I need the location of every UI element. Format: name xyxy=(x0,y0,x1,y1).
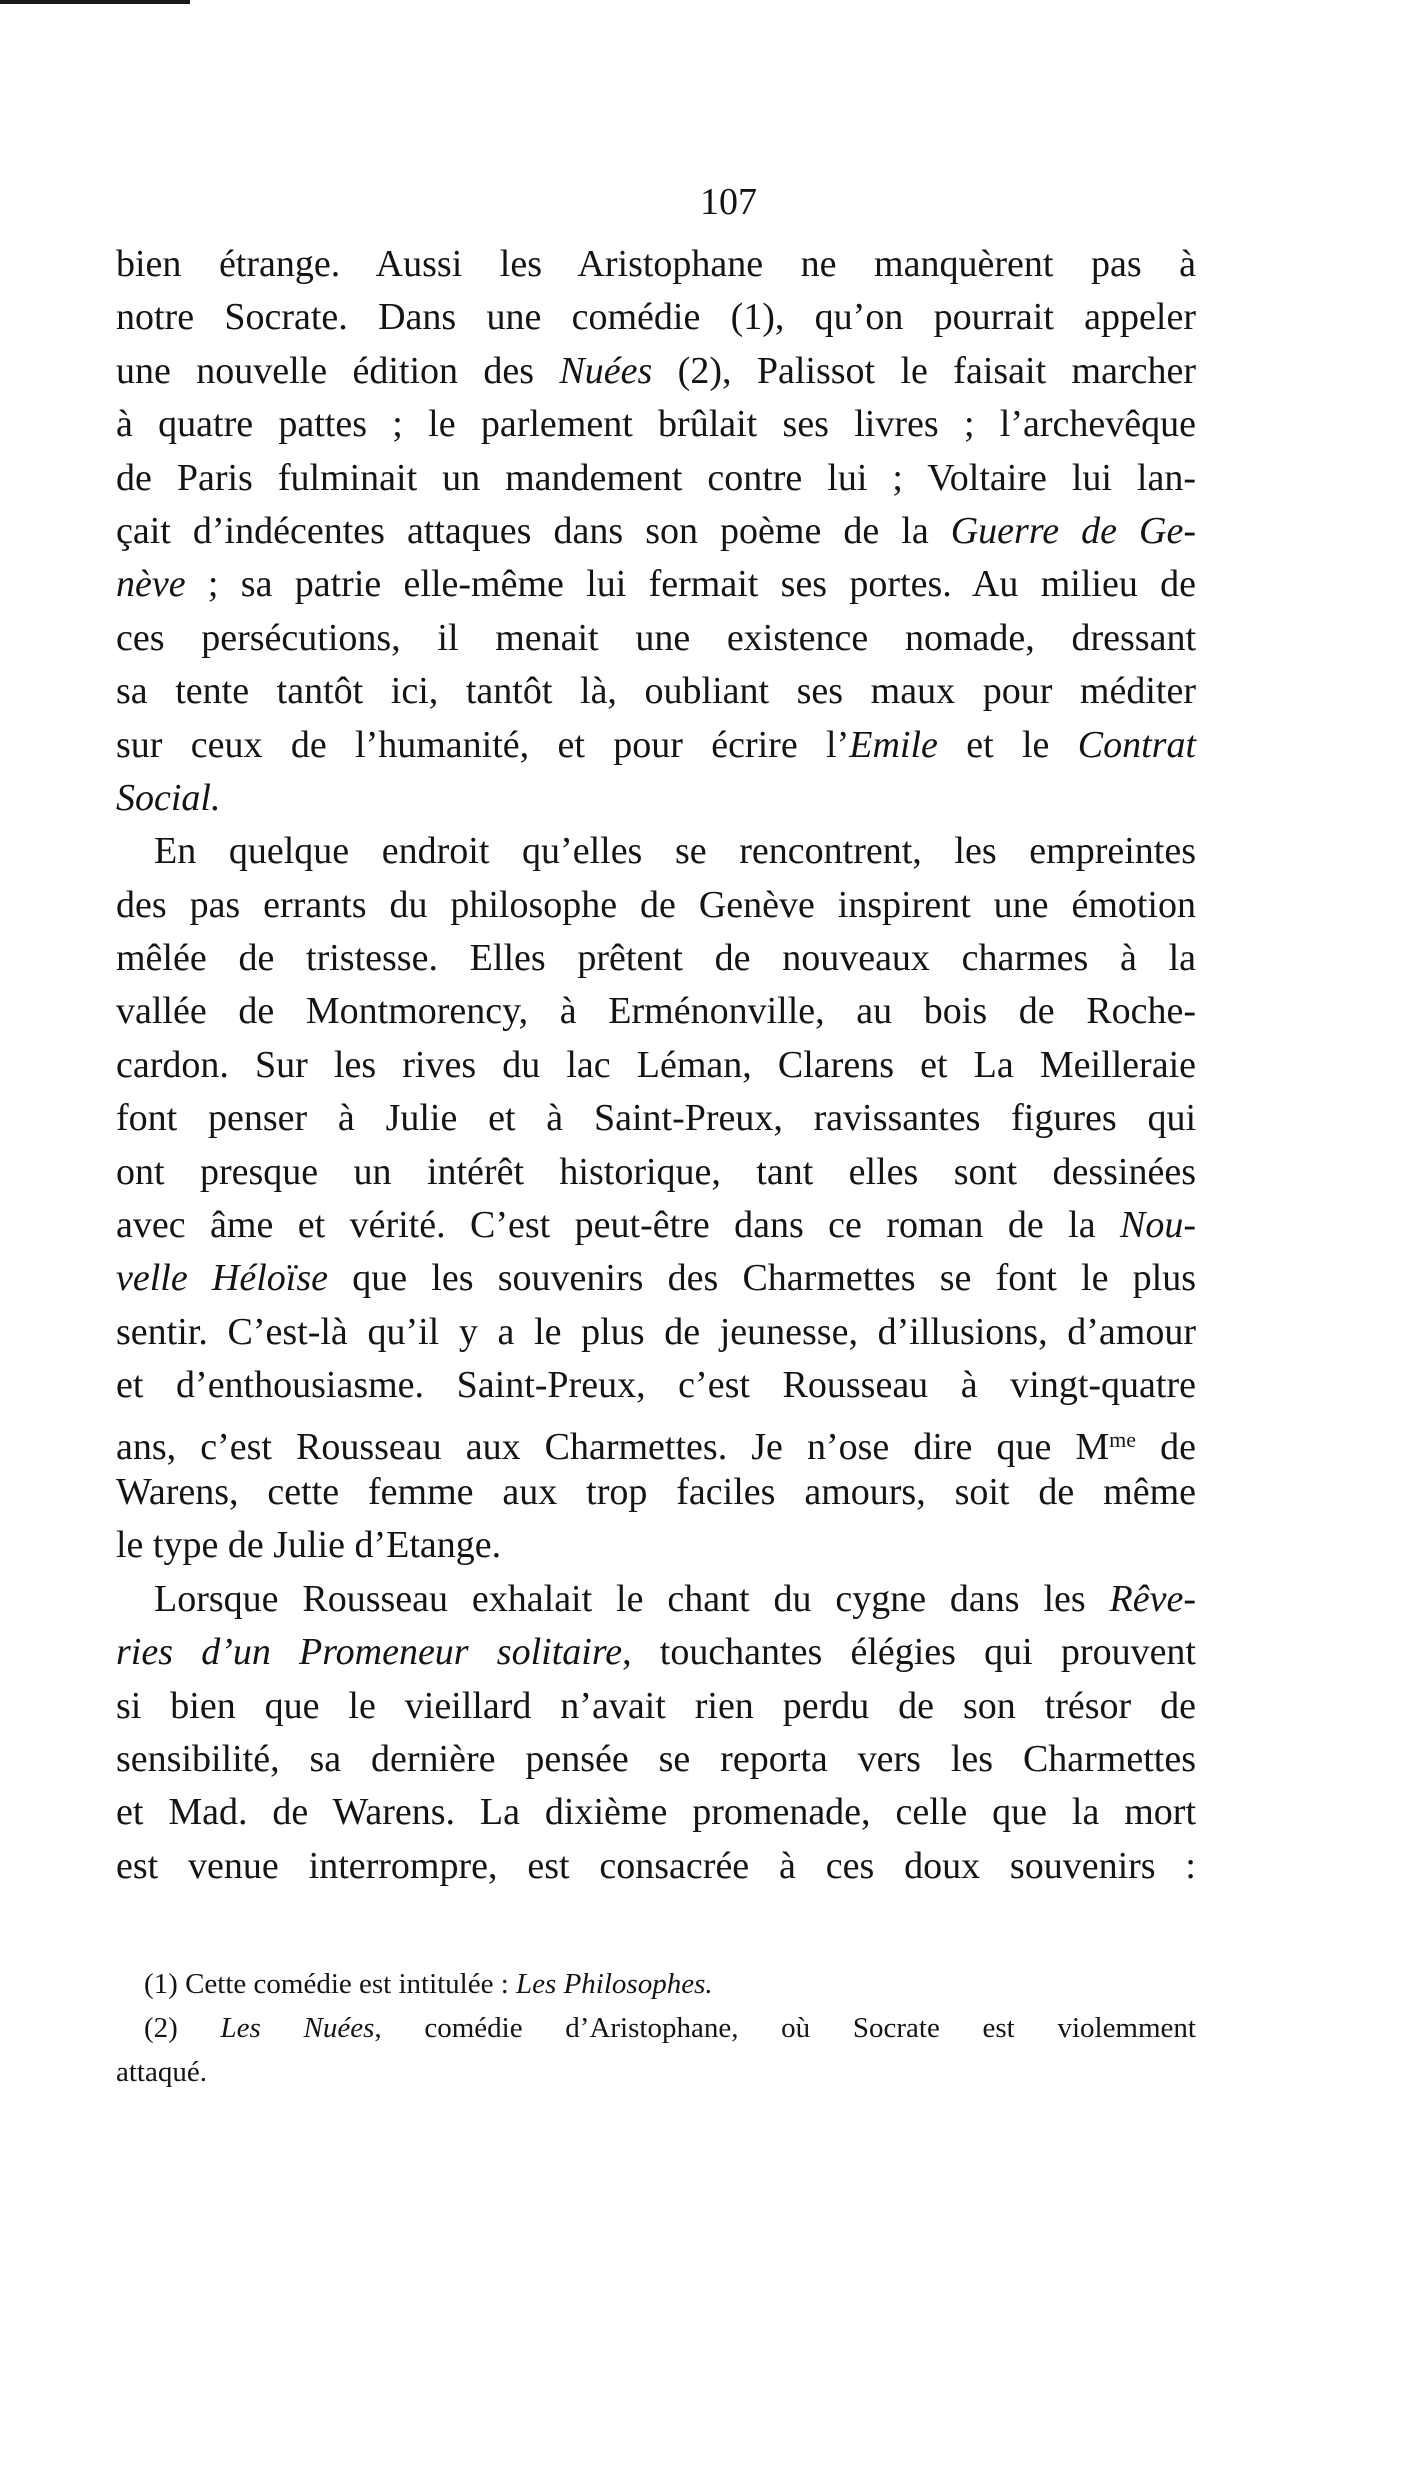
text-segment: , comédie d’Aristophane, où Socrate est violemment xyxy=(374,2012,1196,2044)
text-line xyxy=(116,558,1196,611)
italic-text: Les Nuées xyxy=(220,2012,375,2044)
text-segment: bien étrange. Aussi les Aristophane ne manquèrent pas à xyxy=(116,243,1196,285)
italic-text: Nuées xyxy=(559,349,653,392)
text-line xyxy=(116,719,1196,772)
text-segment: ont presque un intérêt historique, tant elles sont dessinées xyxy=(116,1150,1196,1193)
text-line xyxy=(116,825,1196,878)
italic-text: nève xyxy=(116,563,186,606)
text-segment: Lorsque Rousseau exhalait le chant du cygne dans les xyxy=(154,1577,1110,1620)
superscript-text: me xyxy=(1109,1426,1137,1452)
text-line xyxy=(116,1252,1196,1305)
text-segment: le type de Julie d’Etange. xyxy=(116,1524,502,1567)
text-segment: de Paris fulminait un mandement contre lui ; Voltaire lui lan- xyxy=(116,456,1196,499)
text-segment: , touchantes élégies qui prouvent xyxy=(622,1631,1196,1674)
text-segment: est venue interrompre, est consacrée à ces doux souvenirs : xyxy=(116,1844,1196,1887)
text-segment: En quelque endroit qu’elles se rencontrent, les empreintes xyxy=(154,830,1196,873)
text-segment: sensibilité, sa dernière pensée se reporta vers les Charmettes xyxy=(116,1737,1196,1780)
text-segment: à quatre pattes ; le parlement brûlait ses livres ; l’archevêque xyxy=(116,403,1196,446)
italic-text: Contrat xyxy=(1077,723,1196,766)
text-segment: et d’enthousiasme. Saint-Preux, c’est Rousseau à vingt-quatre xyxy=(116,1364,1196,1407)
text-line xyxy=(116,1146,1196,1199)
italic-text: Emile xyxy=(849,723,938,766)
text-segment: Warens, cette femme aux trop faciles amours, soit de même xyxy=(116,1470,1196,1513)
italic-text: ries d’un Promeneur solitaire xyxy=(116,1631,623,1674)
page-number: 107 xyxy=(700,181,757,223)
text-line xyxy=(116,1199,1196,1252)
text-line xyxy=(116,1466,1196,1519)
italic-text: velle Héloïse xyxy=(116,1257,329,1300)
text-segment: ; sa patrie elle-même lui fermait ses portes. Au milieu de xyxy=(185,563,1196,606)
text-segment: notre Socrate. Dans une comédie (1), qu’on pourrait appeler xyxy=(116,296,1196,339)
text-line xyxy=(116,665,1196,718)
text-segment: attaqué. xyxy=(116,2056,207,2088)
text-segment: si bien que le vieillard n’avait rien perdu de son trésor de xyxy=(116,1684,1196,1727)
text-segment: (2) xyxy=(144,2012,221,2044)
text-line xyxy=(116,1840,1196,1893)
text-segment: et Mad. de Warens. La dixième promenade, celle que la mort xyxy=(116,1791,1196,1834)
text-line xyxy=(116,612,1196,665)
footnote-line xyxy=(116,2050,1196,2094)
body-text xyxy=(116,238,1196,1893)
text-line xyxy=(116,1680,1196,1733)
text-line xyxy=(116,238,1196,291)
text-segment: font penser à Julie et à Saint-Preux, ravissantes figures qui xyxy=(116,1097,1196,1140)
text-line xyxy=(116,452,1196,505)
text-line xyxy=(116,291,1196,344)
top-rule xyxy=(0,0,190,4)
text-segment: mêlée de tristesse. Elles prêtent de nouveaux charmes à la xyxy=(116,937,1196,980)
footnote-line xyxy=(116,1962,1196,2006)
text-line xyxy=(116,932,1196,985)
text-segment: une nouvelle édition des xyxy=(116,349,560,392)
italic-text: Social. xyxy=(116,776,221,819)
italic-text: Nou- xyxy=(1120,1204,1196,1247)
text-segment: (1) Cette comédie est intitulée : xyxy=(144,1968,517,2000)
text-segment: vallée de Montmorency, à Erménonville, au bois de Roche- xyxy=(116,990,1196,1033)
text-line xyxy=(116,1413,1196,1466)
text-line xyxy=(116,879,1196,932)
footnotes xyxy=(116,1962,1196,2094)
text-segment: des pas errants du philosophe de Genève inspirent une émotion xyxy=(116,883,1196,926)
text-line xyxy=(116,985,1196,1038)
text-line xyxy=(116,1519,1196,1572)
text-line xyxy=(116,772,1196,825)
italic-text: Les Philosophes. xyxy=(516,1968,713,2000)
text-line xyxy=(116,1626,1196,1679)
text-segment: (2), Palissot le faisait marcher xyxy=(652,349,1196,392)
footnote-line xyxy=(116,2006,1196,2050)
text-line xyxy=(116,1733,1196,1786)
text-line xyxy=(116,1039,1196,1092)
text-segment: sur ceux de l’humanité, et pour écrire l’ xyxy=(116,723,850,766)
text-segment: cardon. Sur les rives du lac Léman, Clarens et La Meilleraie xyxy=(116,1043,1196,1086)
text-segment: ces persécutions, il menait une existence nomade, dressant xyxy=(116,616,1196,659)
italic-text: Rêve- xyxy=(1109,1577,1196,1620)
text-segment: que les souvenirs des Charmettes se font le plus xyxy=(328,1257,1196,1300)
text-segment: sa tente tantôt ici, tantôt là, oubliant ses maux pour méditer xyxy=(116,670,1196,713)
text-segment: de xyxy=(1136,1425,1196,1468)
text-line xyxy=(116,1573,1196,1626)
text-line xyxy=(116,1786,1196,1839)
text-segment: ans, c’est Rousseau aux Charmettes. Je n’ose dire que M xyxy=(116,1425,1110,1468)
text-segment: çait d’indécentes attaques dans son poème de la xyxy=(116,509,951,552)
italic-text: Guerre de Ge- xyxy=(950,509,1196,552)
text-line xyxy=(116,1359,1196,1412)
text-line xyxy=(116,505,1196,558)
text-segment: et le xyxy=(937,723,1078,766)
text-line xyxy=(116,1092,1196,1145)
text-line xyxy=(116,345,1196,398)
text-line xyxy=(116,398,1196,451)
text-segment: avec âme et vérité. C’est peut-être dans ce roman de la xyxy=(116,1204,1120,1247)
text-segment: sentir. C’est-là qu’il y a le plus de jeunesse, d’illusions, d’amour xyxy=(116,1310,1196,1353)
text-line xyxy=(116,1306,1196,1359)
